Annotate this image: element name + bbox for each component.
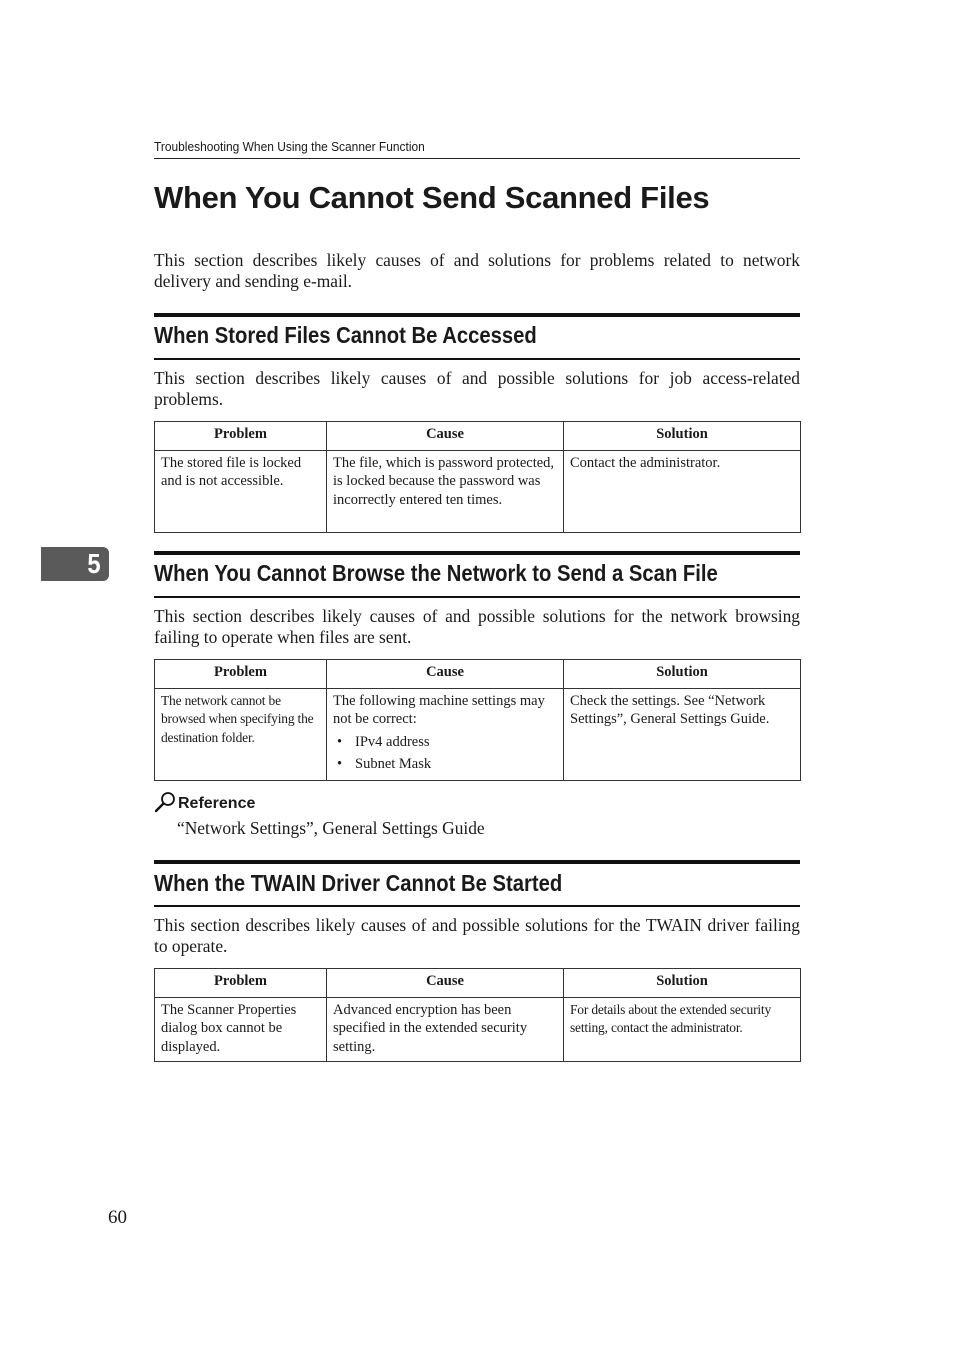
table-row (155, 450, 801, 532)
page-number: 60 (108, 1207, 127, 1228)
column-header-cause: Cause (327, 660, 564, 689)
cause-cell: Advanced encryption has been specified in the extended security setting. (327, 997, 564, 1061)
table-header-row (155, 969, 801, 998)
reference-label: Reference (178, 795, 256, 812)
column-header-problem: Problem (155, 422, 327, 451)
column-header-solution: Solution (564, 422, 801, 451)
solution-cell: For details about the extended security setting, contact the administrator. (564, 997, 801, 1061)
troubleshooting-table (154, 421, 801, 533)
column-header-cause: Cause (327, 969, 564, 998)
reference-link-text: “Network Settings”, General Settings Guide (177, 818, 485, 838)
intro-paragraph: This section describes likely causes of and solutions for problems related to network delivery and sending e-mail. (154, 250, 800, 291)
column-header-solution: Solution (564, 660, 801, 689)
header-divider (154, 158, 800, 159)
section-description: This section describes likely causes of and possible solutions for the TWAIN driver failing to operate. (154, 915, 800, 956)
chapter-number: 5 (87, 548, 101, 579)
problem-cell: The Scanner Properties dialog box cannot be displayed. (155, 997, 327, 1061)
section-heading: When You Cannot Browse the Network to Send a Scan File (154, 560, 718, 586)
table-row (155, 997, 801, 1061)
column-header-cause: Cause (327, 422, 564, 451)
troubleshooting-table (154, 968, 801, 1062)
section-description: This section describes likely causes of and possible solutions for the network browsing failing to operate when files are sent. (154, 606, 800, 647)
section-description: This section describes likely causes of and possible solutions for job access-related problems. (154, 368, 800, 409)
cause-cell: The file, which is password protected, is locked because the password was incorrectly entered ten times. (327, 450, 564, 532)
list-item: • IPv4 address (333, 733, 557, 752)
problem-cell: The network cannot be browsed when specifying the destination folder. (155, 688, 327, 780)
section-rule-bottom (154, 596, 800, 598)
section-rule-bottom (154, 358, 800, 360)
cause-text: The following machine settings may not be correct: (333, 692, 545, 727)
table-row (155, 688, 801, 780)
column-header-problem: Problem (155, 660, 327, 689)
cause-list (333, 733, 557, 774)
table-header-row (155, 422, 801, 451)
problem-cell: The stored file is locked and is not accessible. (155, 450, 327, 532)
table-header-row (155, 660, 801, 689)
section-heading: When the TWAIN Driver Cannot Be Started (154, 870, 563, 896)
solution-cell: Contact the administrator. (564, 450, 801, 532)
section-rule-top (154, 551, 800, 555)
column-header-problem: Problem (155, 969, 327, 998)
page-title: When You Cannot Send Scanned Files (154, 180, 710, 215)
running-header: Troubleshooting When Using the Scanner Function (154, 139, 425, 154)
solution-cell: Check the settings. See “Network Settings”, General Settings Guide. (564, 688, 801, 780)
troubleshooting-table (154, 659, 801, 781)
cause-cell (327, 688, 564, 780)
section-rule-top (154, 860, 800, 864)
section-rule-bottom (154, 905, 800, 907)
column-header-solution: Solution (564, 969, 801, 998)
magnifier-icon (154, 791, 178, 813)
section-rule-top (154, 313, 800, 317)
list-item: • Subnet Mask (333, 755, 557, 774)
section-heading: When Stored Files Cannot Be Accessed (154, 322, 537, 348)
chapter-tab (41, 547, 109, 581)
